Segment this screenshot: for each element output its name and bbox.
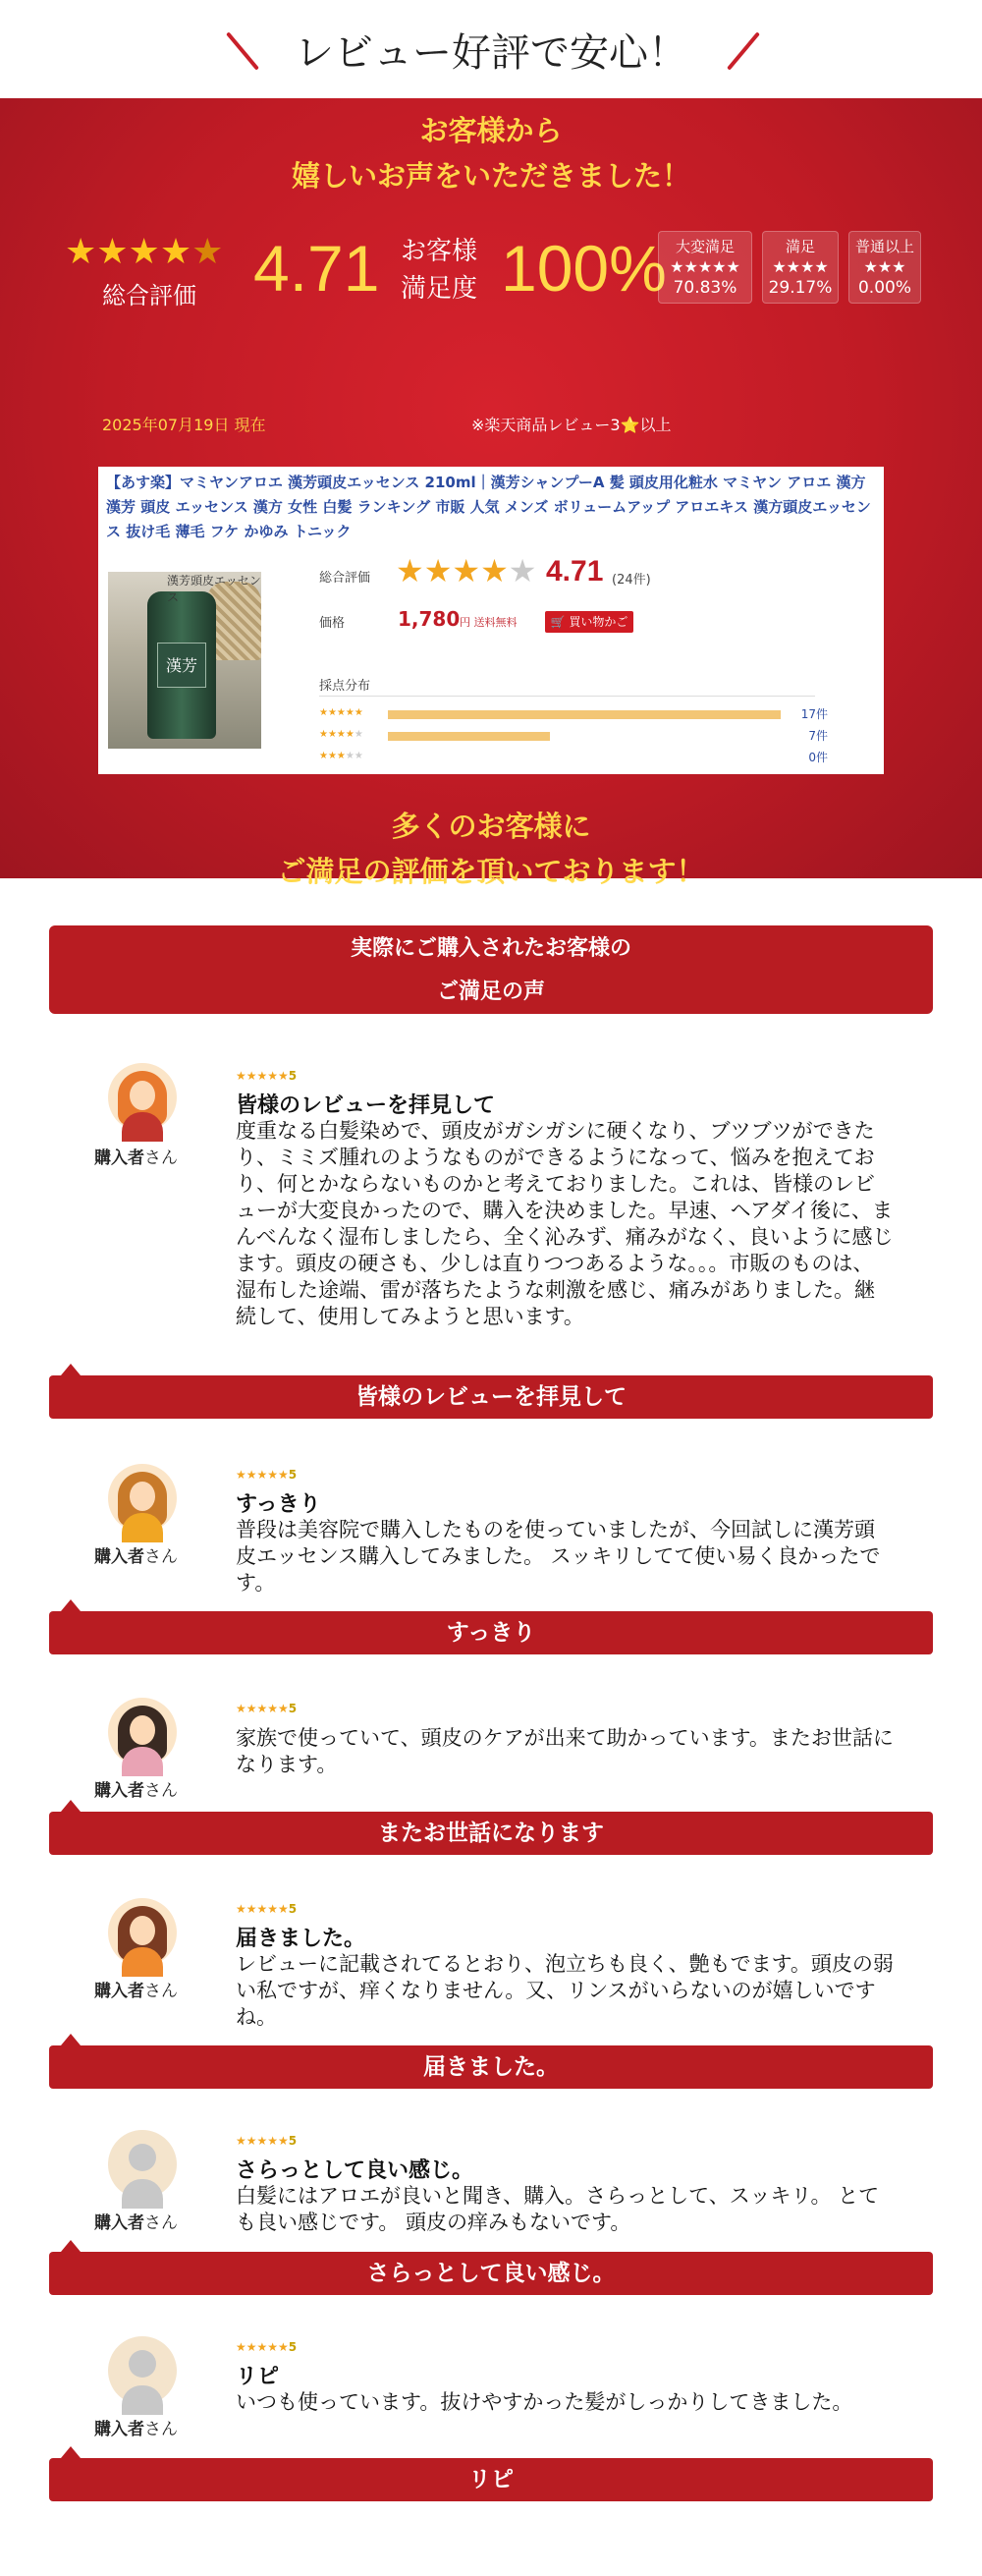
slash-decoration-right-icon [727,31,760,70]
product-card [98,467,884,774]
buyer-label: 購入者さん [94,2213,178,2233]
review-stars: ★★★★★5 [236,1902,298,1916]
satisfaction-percent: 100% [501,232,667,305]
customer-voice-banner: 実際にご購入されたお客様の ご満足の声 [49,925,933,1014]
hero-headline: お客様から 嬉しいお声をいただきました！ [291,114,690,193]
five-star-icon: ★★★★★ [236,1702,289,1715]
four-star-icon: ★★★★ [772,257,829,276]
review-stars: ★★★★★5 [236,1069,298,1083]
five-star-icon: ★★★★★ [236,2134,289,2148]
review-body: いつも使っています。抜けやすかった髪がしっかりしてきました。 [236,2390,853,2414]
distribution-row-5[interactable]: ★★★★★ 17件 [319,704,830,722]
overall-stars-icon: ★★★★★ [65,232,224,272]
add-to-cart-button[interactable]: 🛒 買い物かご [545,611,633,633]
buyer-label: 購入者さん [94,2420,178,2439]
five-star-icon: ★★★★★ [236,1069,289,1083]
product-stars-icon: ★★★★★ [396,552,537,589]
five-star-icon: ★★★★★ [236,1468,289,1482]
buyer-label: 購入者さん [94,1781,178,1801]
price-shipping-note: 円 送料無料 [460,616,518,629]
box-very-satisfied: 大変満足 ★★★★★ 70.83% [658,231,752,304]
divider [319,696,815,697]
review-body: 度重なる白髪染めで、頭皮がガシガシに硬くなり、ブツブツができたり、ミミズ腫れのようなものができるようになって、悩みを抱えており、何とかならないものかと考えておりました。これは、皆様のレビューが大変良かったので、購入を決めました。早速、ヘアダイ後に、まんべんなく湿布しましたら、全く沁みず、痛みがなく、良いように感じます。頭皮の硬さも、少しは直りつつあるような。。。市販のものは、湿布した途端、雷が落ちたような刺激を感じ、痛みがありました。継続して、使用してみようと思います。 [236,1119,894,1328]
distribution-row-3[interactable]: ★★★★★ 0件 [319,748,830,765]
three-star-icon: ★★★★★ [319,751,363,761]
review-title: リピ [236,2365,280,2389]
review-body: 白髪にはアロエが良いと聞き、購入。さらっとして、スッキリ。 とても良い感じです。 頭皮の痒みもないです。 [236,2184,880,2234]
product-score: 4.71 [546,555,604,588]
overall-label: 総合評価 [102,282,196,309]
review-summary-hero [0,98,982,888]
review-body: 普段は美容院で購入したものを使っていましたが、今回試しに漢芳頭皮エッセンス購入してみました。 スッキリしてて使い易く良かったです。 [236,1518,881,1595]
satisfaction-label: お客様 満足度 [401,237,478,304]
review-title-bar: 届きました。 [49,2045,933,2089]
box-satisfied: 満足 ★★★★ 29.17% [762,231,839,304]
five-star-icon: ★★★★★ [236,2340,289,2354]
page-title: レビュー好評で安心！ [295,29,687,76]
buyer-label: 購入者さん [94,1547,178,1567]
bottle-label: 漢芳 [157,643,206,688]
product-title-link[interactable]: 【あす楽】マミヤンアロエ 漢芳頭皮エッセンス 210ml｜漢芳シャンプーA 髪 頭皮用化粧水 マミヤン アロエ 漢方 漢芳 頭皮 エッセンス 漢方 女性 白髪 ランキング 市販 人気 メンズ ボリュームアップ アロエキス 漢方頭皮エッセンス 抜け毛 薄毛 フケ かゆみ トニック [106,474,871,540]
review-title-bar: すっきり [49,1611,933,1654]
review-title: すっきり [236,1492,321,1517]
buyer-label: 購入者さん [94,1982,178,2001]
overall-score: 4.71 [253,232,380,305]
woman-long-icon [108,1898,177,1967]
woman-dark-icon [108,1698,177,1766]
summary-date: 2025年07月19日 現在 [102,416,266,434]
hero-bottom-message: 多くのお客様に ご満足の評価を頂いております！ [277,810,705,888]
price-label: 価格 [319,616,346,631]
distribution-bar-4 [388,732,550,741]
slash-decoration-left-icon [226,31,259,70]
product-photo[interactable] [108,572,261,749]
distribution-row-4[interactable]: ★★★★★ 7件 [319,726,830,744]
distribution-bar-5 [388,710,781,719]
product-price: 1,780 [398,607,461,631]
review-stars: ★★★★★5 [236,2134,298,2148]
distribution-title: 採点分布 [319,679,371,694]
review-title-bar: リピ [49,2458,933,2501]
product-rating-label: 総合評価 [319,571,371,586]
box-average-or-better: 普通以上 ★★★ 0.00% [848,231,921,304]
woman-brown-icon [108,1464,177,1533]
five-star-icon: ★★★★★ [236,1902,289,1916]
review-title-bar: さらっとして良い感じ。 [49,2252,933,2295]
review-title: 届きました。 [236,1927,366,1951]
review-stars: ★★★★★5 [236,2340,298,2354]
photo-caption: 漢芳頭皮エッセンス [167,574,261,604]
review-stars: ★★★★★5 [236,1702,298,1715]
product-review-count[interactable]: (24件) [612,573,651,588]
three-star-icon: ★★★ [863,257,906,276]
user-gray-icon [108,2130,177,2199]
summary-note: ※楽天商品レビュー3⭐以上 [471,416,672,434]
five-star-icon: ★★★★★ [670,257,740,276]
woman-orange-icon [108,1063,177,1132]
user-gray-icon [108,2336,177,2405]
review-title: 皆様のレビューを拝見して [236,1093,496,1118]
page-heading [0,0,982,98]
review-stars: ★★★★★5 [236,1468,298,1482]
review-body: レビューに記載されてるとおり、泡立ちも良く、艶もでます。頭皮の弱い私ですが、痒くなりません。又、リンスがいらないのが嬉しいですね。 [236,1952,894,2029]
buyer-label: 購入者さん [94,1148,178,1168]
review-title: さらっとして良い感じ。 [236,2158,474,2183]
rating-summary-row [0,231,982,339]
review-body: 家族で使っていて、頭皮のケアが出来て助かっています。またお世話になります。 [236,1726,894,1776]
four-star-icon: ★★★★★ [319,729,363,740]
review-title-bar: またお世話になります [49,1812,933,1855]
five-star-icon: ★★★★★ [319,707,363,718]
review-title-bar: 皆様のレビューを拝見して [49,1375,933,1419]
